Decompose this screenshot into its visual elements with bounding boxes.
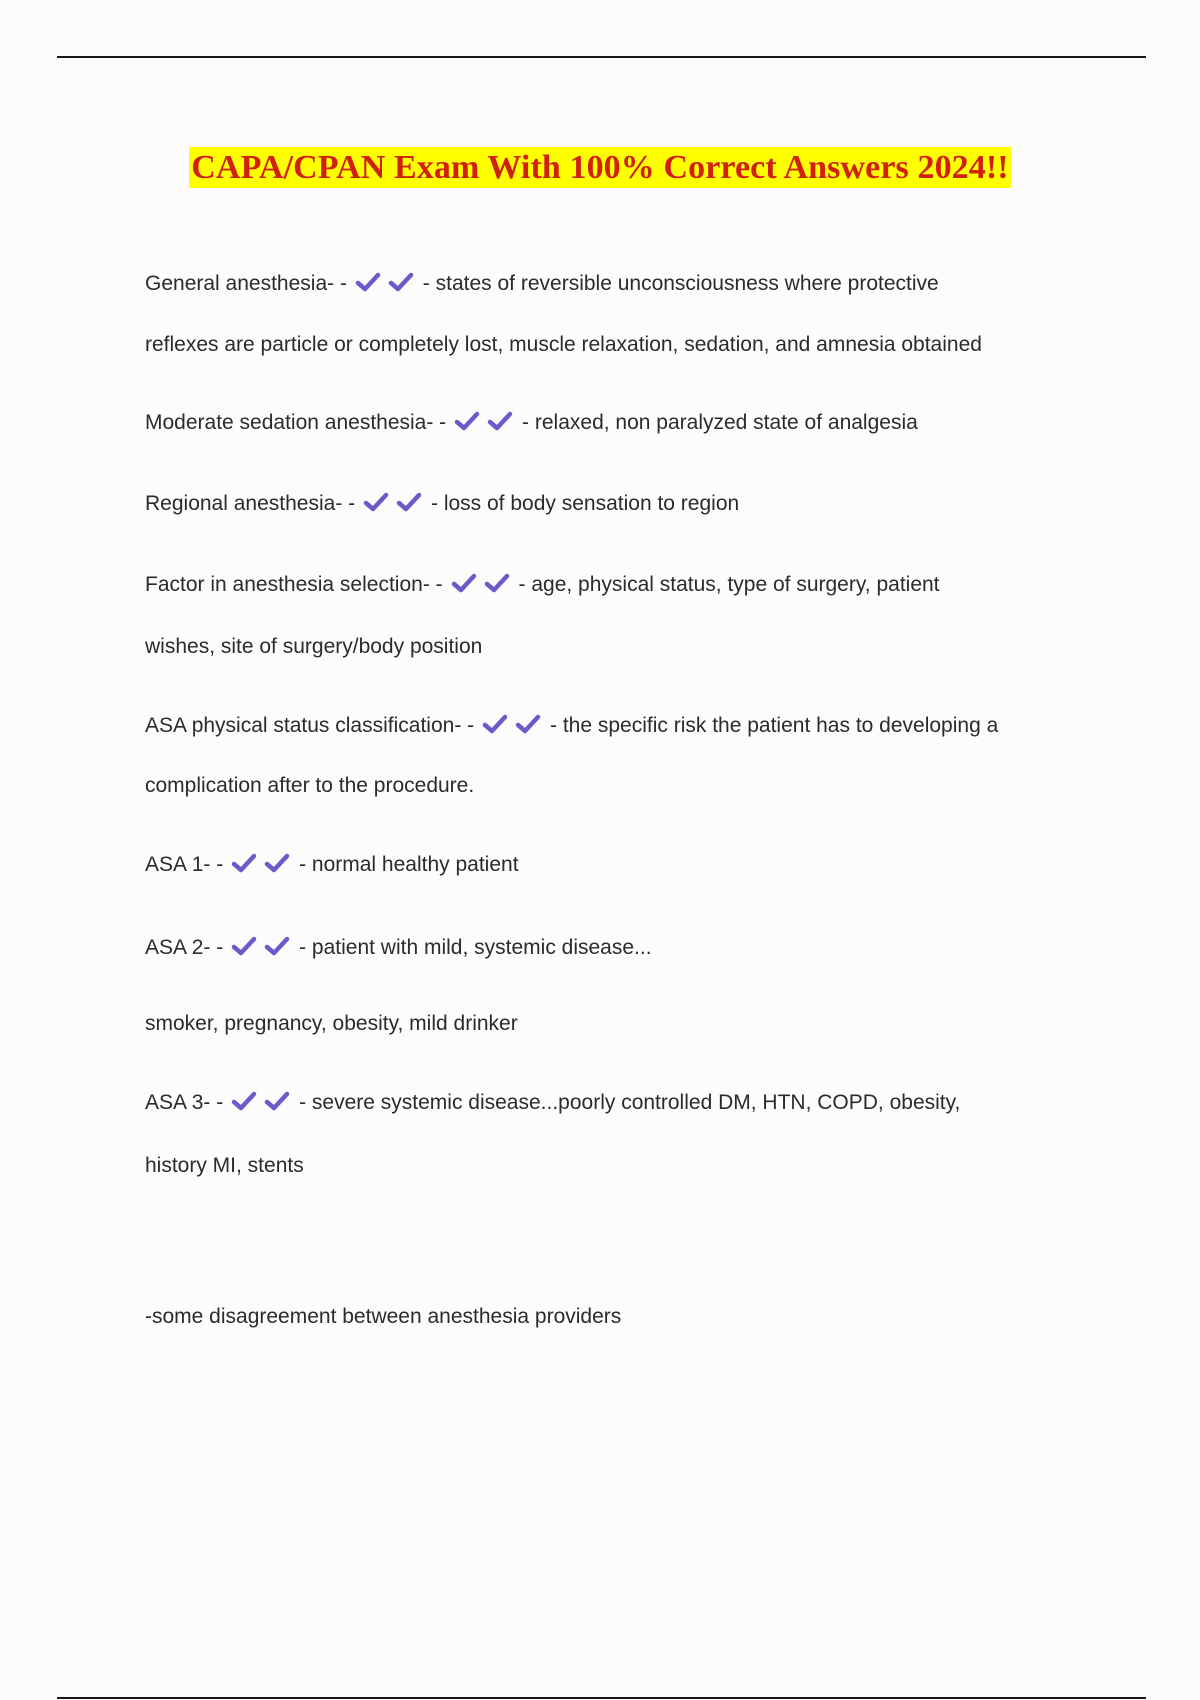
separator: - - [327,272,347,295]
double-check [363,491,429,520]
checkmark-icon [396,491,422,513]
entry-term: General anesthesia [145,272,328,295]
double-check [231,852,297,881]
checkmark-icon [484,572,510,594]
document-title: CAPA/CPAN Exam With 100% Correct Answers 2024!! [191,149,1009,186]
entry-term: Factor in anesthesia selection [145,573,423,596]
entry-asa-3 [145,1090,960,1119]
entry-definition: the specific risk the patient has to developing a [562,714,999,737]
separator: - [299,936,307,959]
entry-definition: relaxed, non paralyzed state of analgesia [534,411,918,434]
entry-definition: severe systemic disease...poorly controlled DM, HTN, COPD, obesity, [311,1091,961,1114]
separator: - [299,1091,307,1114]
double-check [231,1090,297,1119]
top-rule [57,56,1146,58]
separator: - - [203,936,224,959]
checkmark-icon [264,852,290,874]
entry-term: Regional anesthesia [145,492,336,515]
separator: - [430,492,438,515]
separator: - [522,411,530,434]
checkmark-icon [487,410,513,432]
checkmark-icon [482,713,508,735]
double-check [454,410,520,439]
entry-asa-classification [145,713,998,742]
checkmark-icon [515,713,541,735]
footer-note: -some disagreement between anesthesia providers [145,1305,622,1328]
entry-moderate-sedation [145,410,918,439]
checkmark-icon [231,852,257,874]
entry-continuation: wishes, site of surgery/body position [145,635,483,658]
separator: - [549,714,557,737]
double-check [355,271,421,300]
double-check [231,935,297,964]
entry-term: ASA 1 [145,853,204,876]
entry-continuation: history MI, stents [145,1154,304,1177]
entry-definition: normal healthy patient [311,853,519,876]
entry-term: Moderate sedation anesthesia [145,411,427,434]
double-check [451,572,517,601]
entry-general-anesthesia [145,271,939,300]
title-container [0,147,1200,188]
checkmark-icon [231,1090,257,1112]
entry-continuation: reflexes are particle or completely lost, muscle relaxation, sedation, and amnesia obtained [145,333,982,356]
entry-regional-anesthesia [145,491,739,520]
separator: - - [203,853,224,876]
entry-factor-selection [145,572,940,601]
separator: - - [335,492,356,515]
entry-definition: patient with mild, systemic disease... [311,936,652,959]
entry-continuation: smoker, pregnancy, obesity, mild drinker [145,1012,518,1035]
entry-term: ASA physical status classification [145,714,455,737]
entry-definition: age, physical status, type of surgery, patient [531,573,940,596]
checkmark-icon [231,935,257,957]
entry-asa-2 [145,935,652,964]
entry-term: ASA 3 [145,1091,204,1114]
checkmark-icon [355,271,381,293]
entry-definition: states of reversible unconsciousness where protective [435,272,939,295]
entry-term: ASA 2 [145,936,204,959]
entry-continuation: complication after to the procedure. [145,774,475,797]
checkmark-icon [388,271,414,293]
separator: - - [203,1091,224,1114]
separator: - [422,272,430,295]
separator: - - [454,714,475,737]
checkmark-icon [451,572,477,594]
double-check [482,713,548,742]
entry-asa-1 [145,852,519,881]
separator: - - [426,411,447,434]
separator: - [518,573,526,596]
entry-definition: loss of body sensation to region [443,492,740,515]
checkmark-icon [264,935,290,957]
separator: - [299,853,307,876]
checkmark-icon [454,410,480,432]
separator: - - [422,573,443,596]
bottom-rule [57,1697,1146,1699]
checkmark-icon [264,1090,290,1112]
checkmark-icon [363,491,389,513]
